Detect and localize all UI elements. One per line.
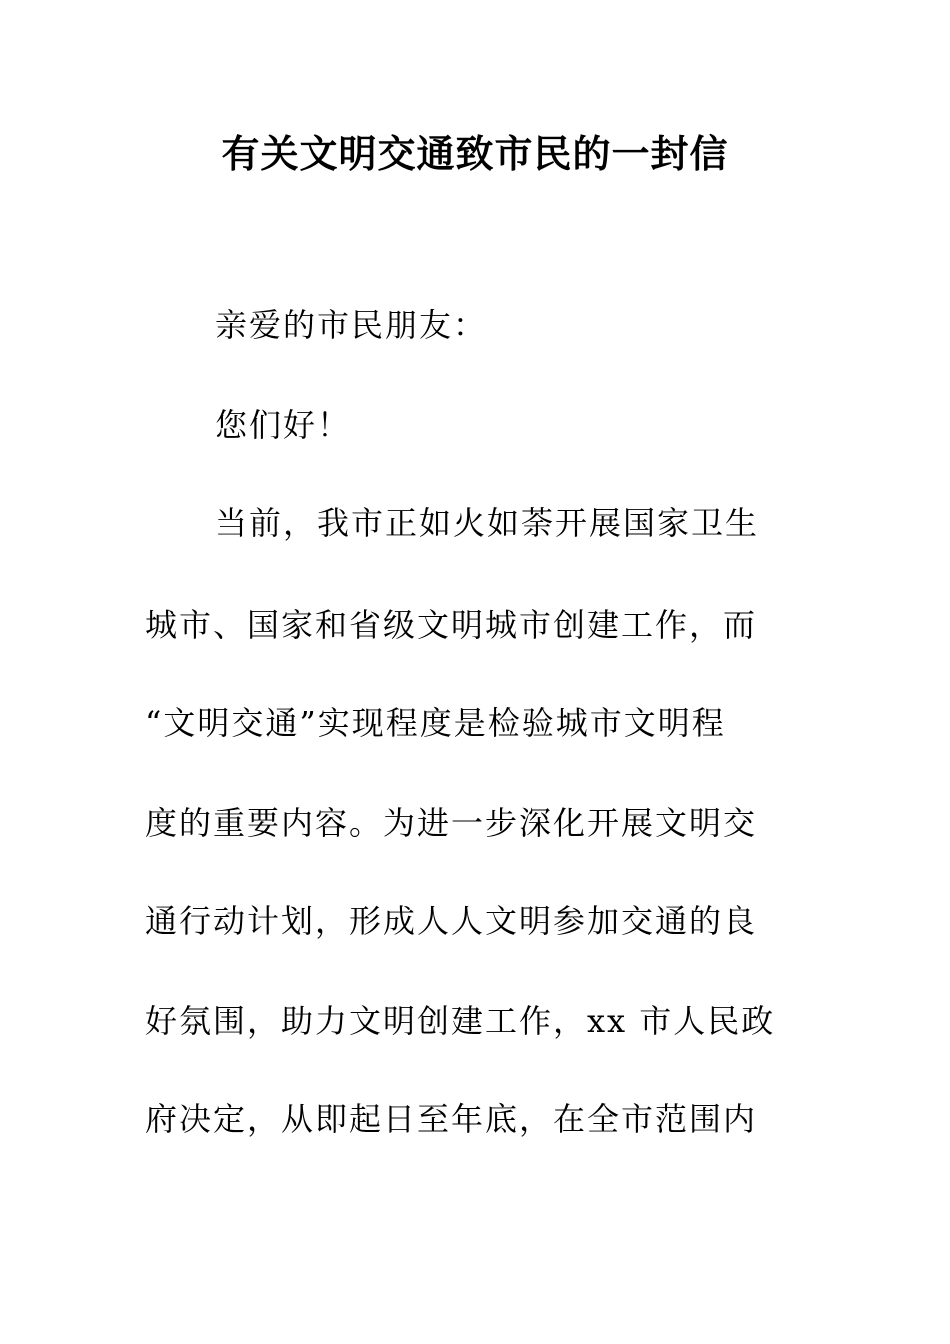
greeting: 您们好！	[215, 406, 352, 444]
paragraph-line: 度的重要内容。为进一步深化开展文明交	[145, 804, 758, 842]
paragraph-line: 城市、国家和省级文明城市创建工作，而	[145, 606, 758, 644]
document-title: 有关文明交通致市民的一封信	[221, 132, 729, 176]
paragraph-line: 通行动计划，形成人人文明参加交通的良	[145, 902, 758, 940]
paragraph-line: “文明交通”实现程度是检验城市文明程	[145, 704, 726, 742]
paragraph-line: 好氛围，助力文明创建工作，xx 市人民政	[145, 1002, 776, 1040]
paragraph-line: 府决定，从即起日至年底，在全市范围内	[145, 1100, 758, 1138]
paragraph-line: 当前，我市正如火如荼开展国家卫生	[215, 504, 760, 542]
salutation: 亲爱的市民朋友：	[215, 306, 488, 344]
